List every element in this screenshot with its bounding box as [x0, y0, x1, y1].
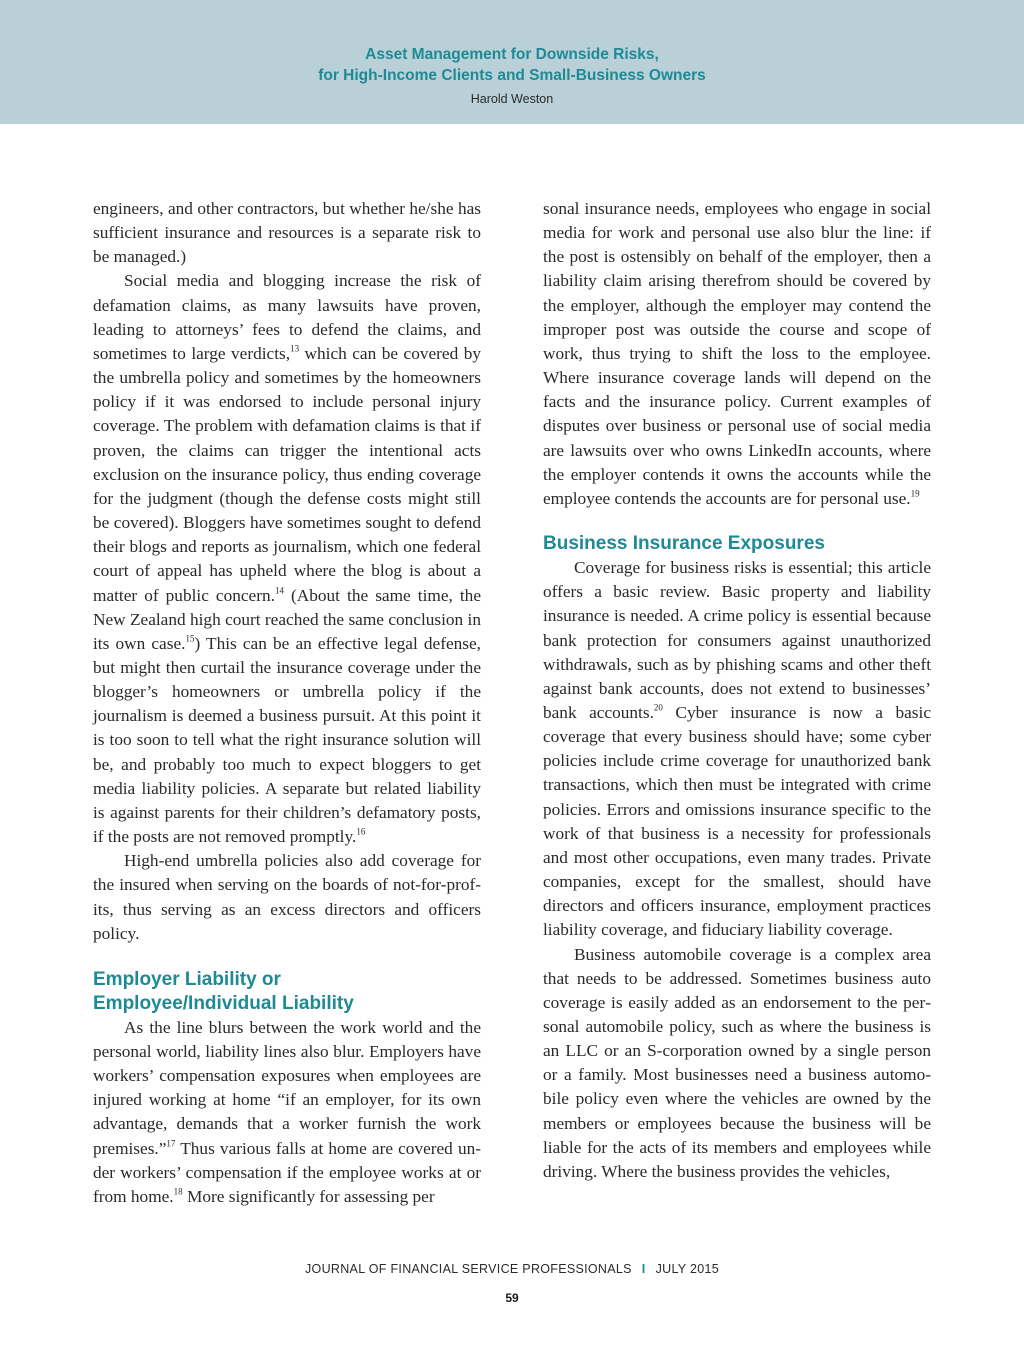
- heading-line: Employer Liability or: [93, 968, 281, 990]
- article-author: Harold Weston: [470, 92, 554, 106]
- footer-journal-line: [0, 1262, 1024, 1276]
- paragraph: Business automobile coverage is a complex area that needs to be addressed. Sometimes business auto coverage is easily added as an endorsement to the personal automobile policy, such as where the business is an LLC or an S-corporation owned by a single person or a family. Most businesses need a business automobile policy even where the vehicles are owned by the members or employees because the business will be liable for the acts of its members and employees while driving. Where the business provides the vehicles,: [543, 944, 931, 1181]
- paragraph-text: ) This can be an effective legal defense, but might then curtail the insurance coverage under the blogger’s homeowners or umbrella policy if the journalism is deemed a business pursuit. At this point it is too soon to tell what the right insurance solution will be, and probably too much to expect bloggers to get media liability policies. A separate but related liability is against parents for their children’s defamatory posts, if the posts are not removed promptly.: [93, 633, 481, 847]
- article-title: [0, 44, 1024, 86]
- footnote-ref-20: 20: [653, 702, 663, 713]
- footnote-ref-18: 18: [173, 1186, 183, 1197]
- right-column: [543, 197, 931, 1184]
- section-heading-employer-liability: [93, 968, 481, 1016]
- paragraph-text: Social media and blogging increase the risk of defamation claims, as many lawsuits have proven, leading to attorneys’ fees to defend the claims, and sometimes to large verdicts,: [93, 271, 481, 363]
- footnote-ref-17: 17: [166, 1137, 176, 1148]
- paragraph: [543, 556, 931, 943]
- footnote-ref-13: 13: [290, 343, 300, 354]
- paragraph-text: which can be covered by the umbrella policy and sometimes by the homeowners policy if it was endorsed to include personal injury coverage. The problem with defamation claims is that if proven, the claims can trigger the intentional acts exclusion on the insurance policy, thus ending coverage for the judgment (though the defense costs might still be covered). Bloggers have sometimes sought to defend their blogs and reports as journalism, which one federal court of appeal has upheld where the blog is about a matter of public concern.: [93, 343, 481, 605]
- paragraph-text: More significantly for assessing per: [182, 1186, 435, 1206]
- paragraph-text: Cyber insurance is now a basic coverage that every business should have; some cyber policies include crime coverage for unauthorized bank transactions, which then must be integrated with crime policies. Errors and omissions insurance specific to the work of that business is a necessity for professionals and most other occupations, even many trades. Private companies, except for the smallest, should have directors and officers insurance, employment practices liability coverage, and fiduciary liability coverage.: [543, 702, 931, 940]
- article-title-line-2: for High-Income Clients and Small-Business Owners: [318, 67, 706, 84]
- paragraph-text: As the line blurs between the work world and the personal world, liability lines also blur. Employers have workers’ compensation exposures when employees are injured working at home “if an employer, for its own advantage, demands that a worker furnish the work premises.”: [93, 1017, 481, 1158]
- page-number: 59: [505, 1291, 519, 1305]
- paragraph: [93, 1016, 481, 1209]
- issue-date: JULY 2015: [655, 1262, 719, 1276]
- paragraph-text: (About the same time, the New Zealand high court reached the same conclusion in its own case.: [93, 585, 481, 653]
- heading-line: Employee/Individual Liability: [93, 992, 354, 1014]
- left-column: [93, 197, 481, 1209]
- paragraph: [93, 269, 481, 849]
- article-title-line-1: Asset Management for Downside Risks,: [365, 46, 659, 63]
- section-heading-business-insurance: Business Insurance Exposures: [543, 533, 825, 555]
- footnote-ref-16: 16: [356, 826, 366, 837]
- footnote-ref-19: 19: [910, 488, 920, 499]
- paragraph: engineers, and other contractors, but whether he/she has sufficient insurance and resources is a separate risk to be managed.): [93, 199, 481, 267]
- footer-separator: I: [641, 1262, 646, 1276]
- paragraph-text: Thus various falls at home are covered under workers’ compensation if the employee works at or from home.: [93, 1138, 481, 1206]
- paragraph: [543, 197, 931, 511]
- paragraph: High-end umbrella policies also add coverage for the insured when serving on the boards of not-for-profits, thus serving as an excess directors and officers policy.: [93, 851, 481, 943]
- paragraph-text: sonal insurance needs, employees who engage in social media for work and personal use also blur the line: if the post is ostensibly on behalf of the employer, then a liability claim arising therefrom should be covered by the employer, although the employer may contend the improper post was outside the course and scope of work, thus trying to shift the loss to the employee. Where insurance coverage lands will depend on the facts and the insurance policy. Current examples of disputes over business or personal use of social media are lawsuits over who owns LinkedIn accounts, where the employer contends it owns the accounts while the employee contends the accounts are for personal use.: [543, 199, 931, 508]
- footnote-ref-15: 15: [185, 633, 195, 644]
- paragraph-text: Coverage for business risks is essential; this article offers a basic review. Basic property and liability insurance is needed. A crime policy is essential because bank protection for consumers against unauthorized withdrawals, such as by phishing scams and other theft against bank accounts, does not extend to businesses’ bank accounts.: [543, 558, 931, 722]
- journal-name: JOURNAL OF FINANCIAL SERVICE PROFESSIONALS: [305, 1262, 632, 1276]
- footnote-ref-14: 14: [274, 584, 284, 595]
